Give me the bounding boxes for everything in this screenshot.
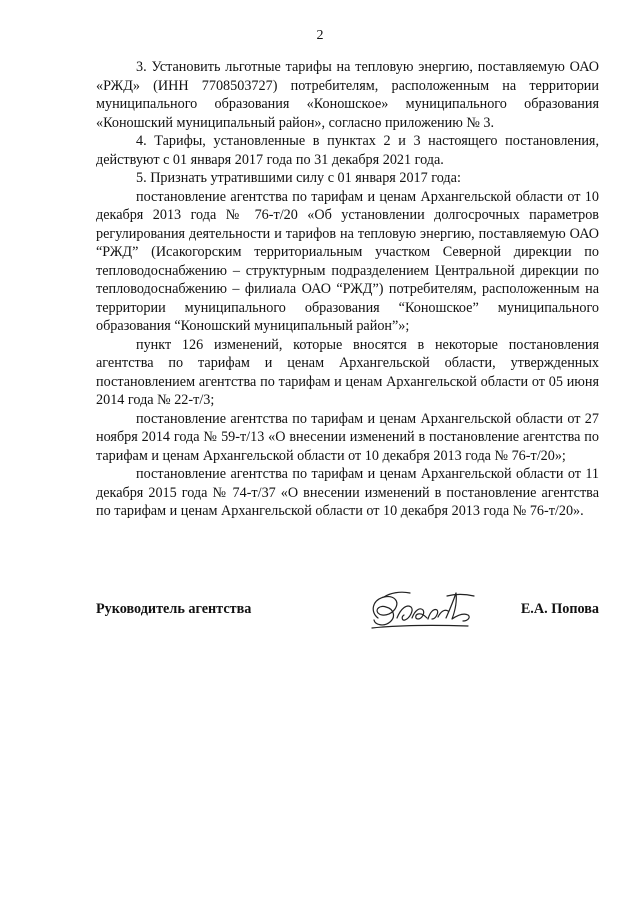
signer-name: Е.А. Попова (520, 601, 599, 617)
paragraph-repealed-resolution-3: постановление агентства по тарифам и ценам Архангельской области от 11 декабря 2015 года № 74-т/37 «О внесении изменений в постановление агентства по тарифам и ценам Архангельской области от 10 декабря 2013 года № 76-т/20». (96, 466, 599, 519)
paragraph-repealed-resolution-2: постановление агентства по тарифам и ценам Архангельской области от 27 ноября 2014 года № 59-т/13 «О внесении изменений в постановление агентства по тарифам и ценам Архангельской области от 10 декабря 2013 года № 76-т/20»; (96, 410, 599, 464)
document-body (96, 58, 599, 521)
paragraph-repealed-resolution-1: постановление агентства по тарифам и ценам Архангельской области от 10 декабря 2013 года № 76-т/20 «Об установлении долгосрочных параметров регулирования деятельности и тарифов на тепловую энергию, поставляемую ОАО “РЖД” (Исакогорским территориальным участком Северной дирекции по тепловодоснабжению – структурным подразделением Центральной дирекции по тепловодоснабжению – филиала ОАО “РЖД”) потребителям, расположенным на территории муниципального образования “Коношское” муниципального образования “Коношский муниципальный район”»; (96, 188, 599, 334)
handwritten-signature (364, 588, 480, 634)
paragraph-item-3: 3. Установить льготные тарифы на тепловую энергию, поставляемую ОАО «РЖД» (ИНН 7708503727) потребителям, расположенным на территории муниципального образования «Коношское» муниципального образования «Коношский муниципальный район», согласно приложению № 3. (96, 59, 599, 131)
paragraph-repealed-clause-126: пункт 126 изменений, которые вносятся в некоторые постановления агентства по тарифам и ценам Архангельской области, утвержденных постановлением агентства по тарифам и ценам Архангельской области от 05 июня 2014 года № 22-т/3; (96, 336, 599, 408)
paragraph-item-5: 5. Признать утратившими силу с 01 января 2017 года: (136, 170, 461, 186)
paragraph-item-4: 4. Тарифы, установленные в пунктах 2 и 3 настоящего постановления, действуют с 01 января 2017 года по 31 декабря 2021 года. (96, 133, 599, 168)
signer-title: Руководитель агентства (96, 601, 252, 617)
page-number: 2 (316, 28, 324, 43)
signature-block (96, 590, 599, 640)
